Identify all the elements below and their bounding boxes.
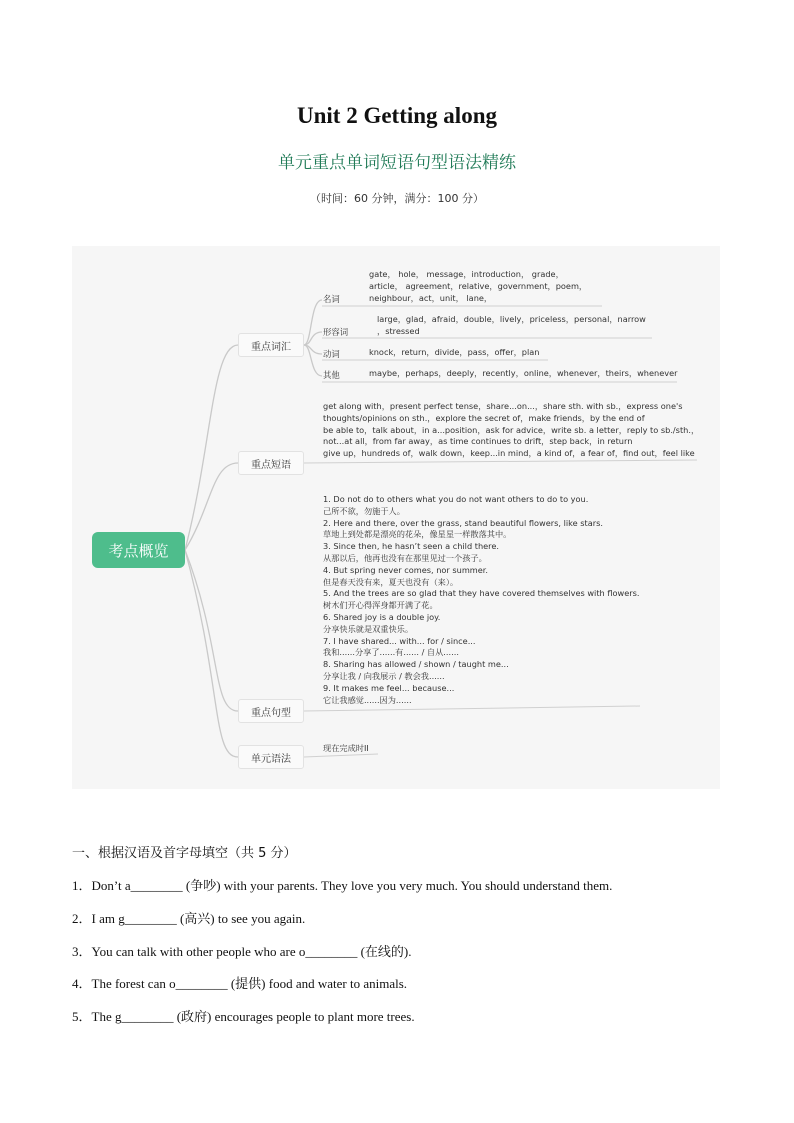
vocab-adj-label: 形容词 (323, 327, 349, 337)
branch-grammar: 单元语法 (238, 745, 304, 769)
vocab-adj-words: large，glad，afraid，double，lively，priceless，personal，narrow ，stressed (377, 314, 646, 336)
page-subtitle: 单元重点单词短语句型语法精练 (278, 153, 516, 173)
phrases-text: get along with，present perfect tense，share...on...，share sth. with sb.，express one's thoughts/opinions on sth.，explore the secret of，make friends，by the end of be able to，talk about，in a...position，ask for advice，write sb. a letter，reply to sb./sth.， not...at all，from far away，as time continues to drift，step back，in return give up，hundreds of，walk down，keep...in mind，a kind of，a fear of，find out，feel like (323, 401, 700, 459)
branch-sentences: 重点句型 (238, 699, 304, 723)
vocab-verb-label: 动词 (323, 349, 340, 359)
vocab-verb-words: knock，return，divide，pass，offer，plan (369, 347, 540, 357)
vocab-other-label: 其他 (323, 370, 340, 380)
question-3: 3．You can talk with other people who are o________ (在线的). (72, 944, 412, 959)
mindmap-root: 考点概览 (92, 532, 185, 568)
grammar-text: 现在完成时II (323, 743, 369, 753)
vocab-noun-label: 名词 (323, 294, 340, 304)
vocab-other-words: maybe，perhaps，deeply，recently，online，whenever，theirs，whenever (369, 368, 678, 378)
vocab-noun-words: gate， hole， message，introduction， grade， article， agreement，relative，government，poem， neighbour，act，unit， lane， (369, 269, 588, 303)
mindmap (72, 246, 720, 789)
page-title: Unit 2 Getting along (297, 103, 497, 128)
section-title: 一、根据汉语及首字母填空（共 5 分） (72, 846, 297, 861)
branch-vocab: 重点词汇 (238, 333, 304, 357)
question-1: 1．Don’t a________ (争吵) with your parents. They love you very much. You should understand them. (72, 878, 613, 893)
question-5: 5．The g________ (政府) encourages people to plant more trees. (72, 1009, 415, 1024)
sentences-text: 1. Do not do to others what you do not want others to do to you. 己所不欲，勿施于人。 2. Here and there, over the grass, stand beautiful flowers, like stars. 草地上到处都是漂亮的花朵，像星星一样散落其中。 3. Since then, he hasn’t seen a child there. 从那以后，他再也没有在那里见过一个孩子。 4. But spring never comes, nor summer. 但是春天没有来，夏天也没有（来）。 5. And the trees are so glad that they have covered themselves with flowers. 树木们开心得浑身都开满了花。 6. Shared joy is a double joy. 分享快乐就是双重快乐。 7. I have shared... with... for / since... 我和......分享了......有...... / 自从...... 8. Sharing has allowed / shown / taught me... 分享让我 / 向我展示 / 教会我...... 9. It makes me feel... because... 它让我感觉......因为...... (323, 494, 640, 705)
time-and-score: （时间：60 分钟，满分：100 分） (310, 192, 484, 205)
question-4: 4．The forest can o________ (提供) food and water to animals. (72, 976, 408, 991)
branch-phrases: 重点短语 (238, 451, 304, 475)
question-2: 2．I am g________ (高兴) to see you again. (72, 911, 306, 926)
